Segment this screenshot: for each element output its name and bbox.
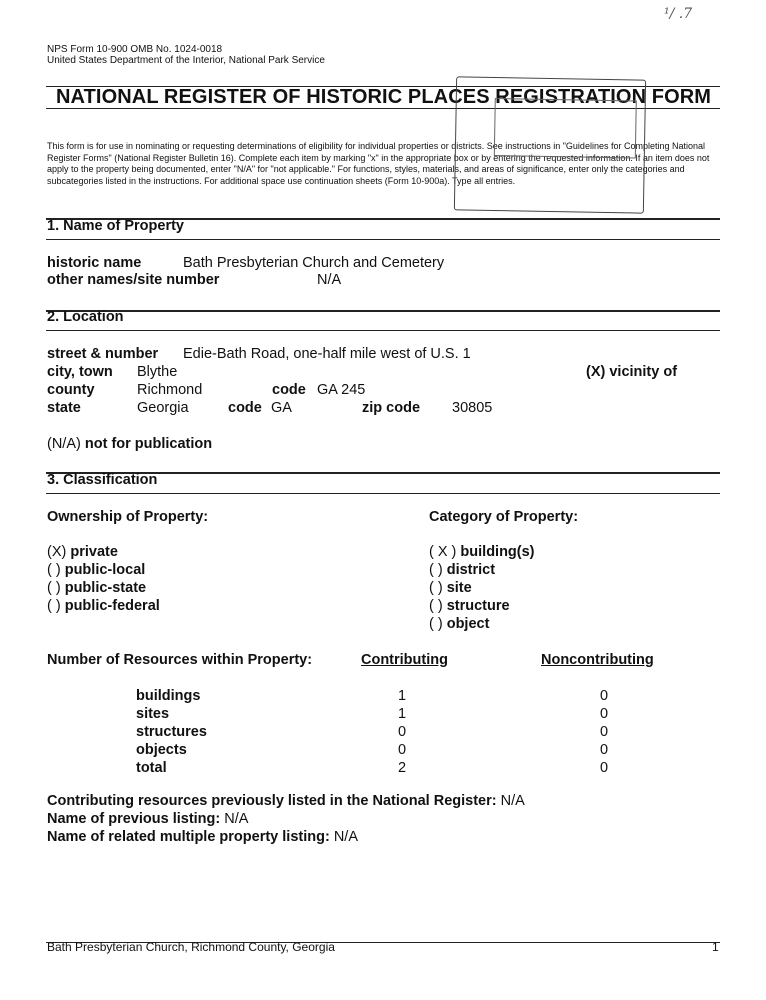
agency-name: United States Department of the Interior, National Park Service [47, 55, 325, 66]
resource-row-label: total [136, 760, 167, 776]
category-mark: ( X ) [429, 544, 457, 560]
ownership-item [47, 579, 160, 597]
previous-listing-name-value: N/A [224, 811, 249, 827]
county-value: Richmond [137, 382, 203, 398]
category-item [429, 543, 535, 561]
zip-value: 30805 [452, 400, 493, 416]
contributing-count: 0 [397, 724, 407, 740]
footer-property: Bath Presbyterian Church, Richmond County, Georgia [47, 940, 335, 954]
category-item [429, 561, 535, 579]
previously-listed-label: Contributing resources previously listed in the National Register: [47, 793, 497, 809]
form-number: NPS Form 10-900 [47, 44, 128, 55]
category-item-label: structure [446, 598, 510, 614]
resource-row-label: sites [136, 706, 170, 722]
ownership-item [47, 543, 160, 561]
other-names-value: N/A [317, 272, 342, 288]
noncontributing-count: 0 [599, 724, 609, 740]
resource-row-label: objects [136, 742, 187, 758]
state-code-label: code [228, 400, 262, 416]
receipt-stamp [454, 76, 646, 213]
handwritten-corner-mark: ¹/ .7 [664, 6, 693, 22]
resource-row-label: structures [136, 724, 207, 740]
state-value: Georgia [137, 400, 189, 416]
intro-instructions: This form is for use in nominating or requesting determinations of eligibility for individual properties or districts. See instructions in "Guidelines for Completing National Register Forms" (National Register Bulletin 16). Complete each item by marking "x" in the appropriate box or by entering the requested information. If an item does not apply to the property being documented, enter "N/A" for "not applicable." For functions, styles, materials, and areas of significance, enter only the categories and subcategories listed in the instructions. For additional space use continuation sheets (Form 10-900a). Type all entries. [47, 141, 710, 186]
historic-name-label: historic name [47, 255, 142, 271]
state-label: state [47, 400, 81, 416]
ownership-item-label: public-local [64, 562, 146, 578]
ownership-mark: ( ) [47, 580, 61, 596]
ownership-list [47, 543, 160, 615]
section2-rule-bottom [46, 330, 720, 331]
footer-page-number: 1 [712, 940, 719, 954]
street-label: street & number [47, 346, 159, 362]
category-item [429, 597, 535, 615]
section3-rule-bottom [46, 493, 720, 494]
noncontributing-count: 0 [599, 688, 609, 704]
section1-rule-bottom [46, 239, 720, 240]
category-mark: ( ) [429, 562, 443, 578]
resources-labels [136, 687, 207, 777]
category-item-label: site [446, 580, 472, 596]
state-code-value: GA [271, 400, 292, 416]
category-label: Category of Property: [429, 509, 579, 525]
previous-listing-name-line [47, 811, 248, 827]
contributing-count: 1 [397, 688, 407, 704]
form-title: NATIONAL REGISTER OF HISTORIC PLACES REGISTRATION FORM [56, 86, 712, 108]
multiple-listing-label: Name of related multiple property listing: [47, 829, 330, 845]
category-item-label: building(s) [460, 544, 535, 560]
resources-label: Number of Resources within Property: [47, 652, 313, 668]
ownership-item-label: private [70, 544, 118, 560]
not-for-publication-mark: (N/A) [47, 436, 81, 452]
category-item-label: object [446, 616, 490, 632]
county-label: county [47, 382, 95, 398]
noncontributing-count: 0 [599, 760, 609, 776]
resource-row-label: buildings [136, 688, 201, 704]
ownership-mark: ( ) [47, 598, 61, 614]
category-mark: ( ) [429, 598, 443, 614]
section2-rule-top [46, 310, 720, 312]
ownership-label: Ownership of Property: [47, 509, 209, 525]
previously-listed-line [47, 793, 525, 809]
category-item [429, 615, 535, 633]
street-value: Edie-Bath Road, one-half mile west of U.S. 1 [183, 346, 471, 362]
ownership-mark: (X) [47, 544, 67, 560]
ownership-item-label: public-federal [64, 598, 160, 614]
noncontributing-column [594, 687, 614, 777]
category-item [429, 579, 535, 597]
historic-name-value: Bath Presbyterian Church and Cemetery [183, 255, 445, 271]
contributing-count: 1 [397, 706, 407, 722]
other-names-label: other names/site number [47, 272, 220, 288]
contributing-count: 0 [397, 742, 407, 758]
category-item-label: district [446, 562, 496, 578]
previously-listed-value: N/A [500, 793, 525, 809]
ownership-item-label: public-state [64, 580, 147, 596]
zip-label: zip code [362, 400, 421, 416]
ownership-item [47, 561, 160, 579]
not-for-publication-label: not for publication [84, 436, 213, 452]
multiple-listing-value: N/A [333, 829, 358, 845]
contributing-count: 2 [397, 760, 407, 776]
ownership-item [47, 597, 160, 615]
city-value: Blythe [137, 364, 178, 380]
not-for-publication [47, 436, 212, 452]
receipt-stamp-inner [494, 98, 637, 158]
noncontributing-count: 0 [599, 742, 609, 758]
noncontributing-count: 0 [599, 706, 609, 722]
previous-listing-name-label: Name of previous listing: [47, 811, 221, 827]
category-mark: ( ) [429, 580, 443, 596]
ownership-mark: ( ) [47, 562, 61, 578]
omb-number: OMB No. 1024-0018 [130, 44, 223, 55]
county-code-value: GA 245 [317, 382, 366, 398]
county-code-label: code [272, 382, 306, 398]
noncontributing-header: Noncontributing [541, 652, 654, 668]
category-mark: ( ) [429, 616, 443, 632]
category-list [429, 543, 535, 633]
section3-heading: 3. Classification [47, 472, 158, 488]
vicinity-label: (X) vicinity of [586, 364, 678, 380]
multiple-listing-line [47, 829, 358, 845]
section2-heading: 2. Location [47, 309, 124, 325]
contributing-header: Contributing [361, 652, 448, 668]
section1-heading: 1. Name of Property [47, 218, 184, 234]
city-label: city, town [47, 364, 113, 380]
contributing-column [392, 687, 412, 777]
